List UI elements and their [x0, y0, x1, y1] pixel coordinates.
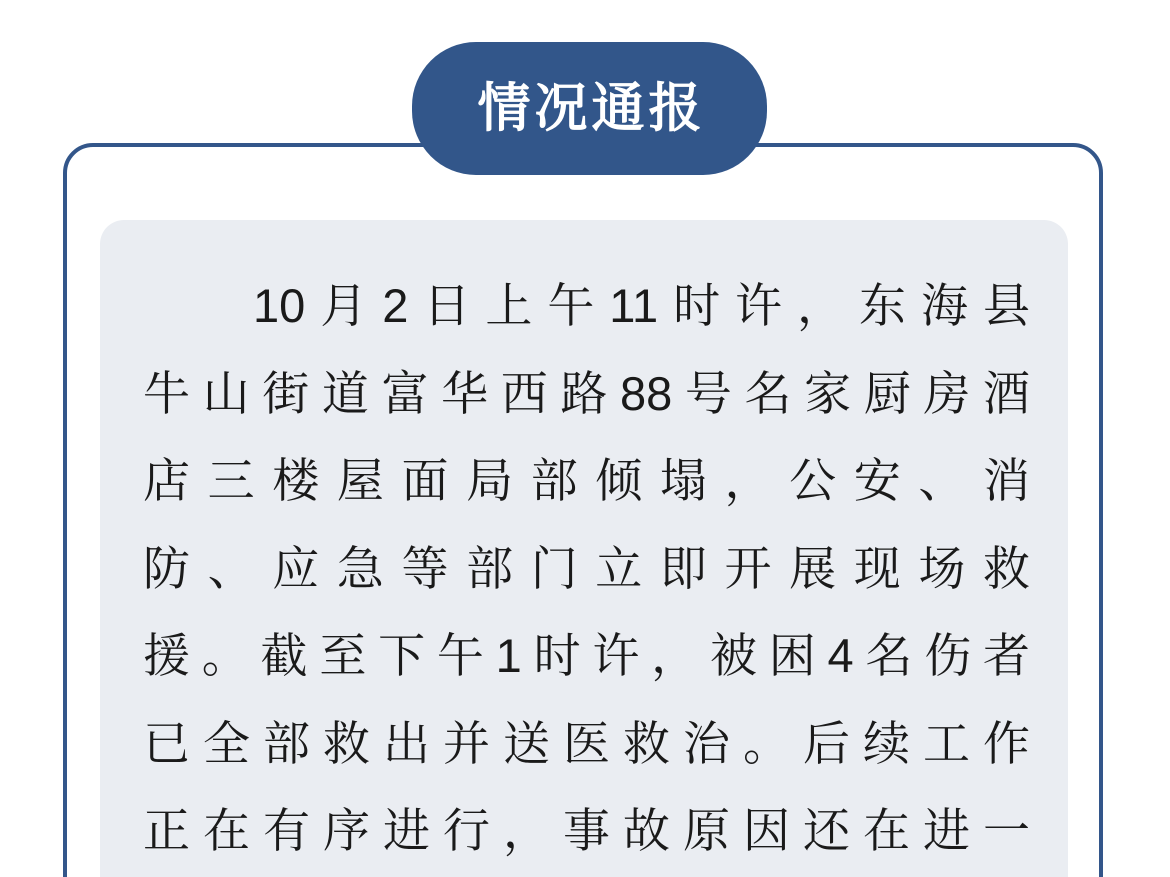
notice-text-line: 防、应急等部门立即开展现场救: [143, 541, 1030, 595]
notice-content-card: [100, 220, 1068, 877]
notice-body-text: [143, 262, 1030, 875]
notice-text-line: 店三楼屋面局部倾塌，公安、消: [143, 454, 1030, 507]
notice-text-line: 正在有序进行，事故原因还在进一: [143, 804, 1030, 857]
notice-text-line: 已全部救出并送医救治。后续工作: [143, 716, 1030, 770]
notice-badge: [412, 42, 767, 175]
notice-text-line: 牛山街道富华西路88号名家厨房酒: [143, 366, 1030, 420]
notice-text-line: 援。截至下午1时许，被困4名伤者: [143, 629, 1030, 682]
notice-badge-label: 情况通报: [477, 79, 706, 138]
notice-text-line: 10月2日上午11时许，东海县: [253, 279, 1030, 332]
